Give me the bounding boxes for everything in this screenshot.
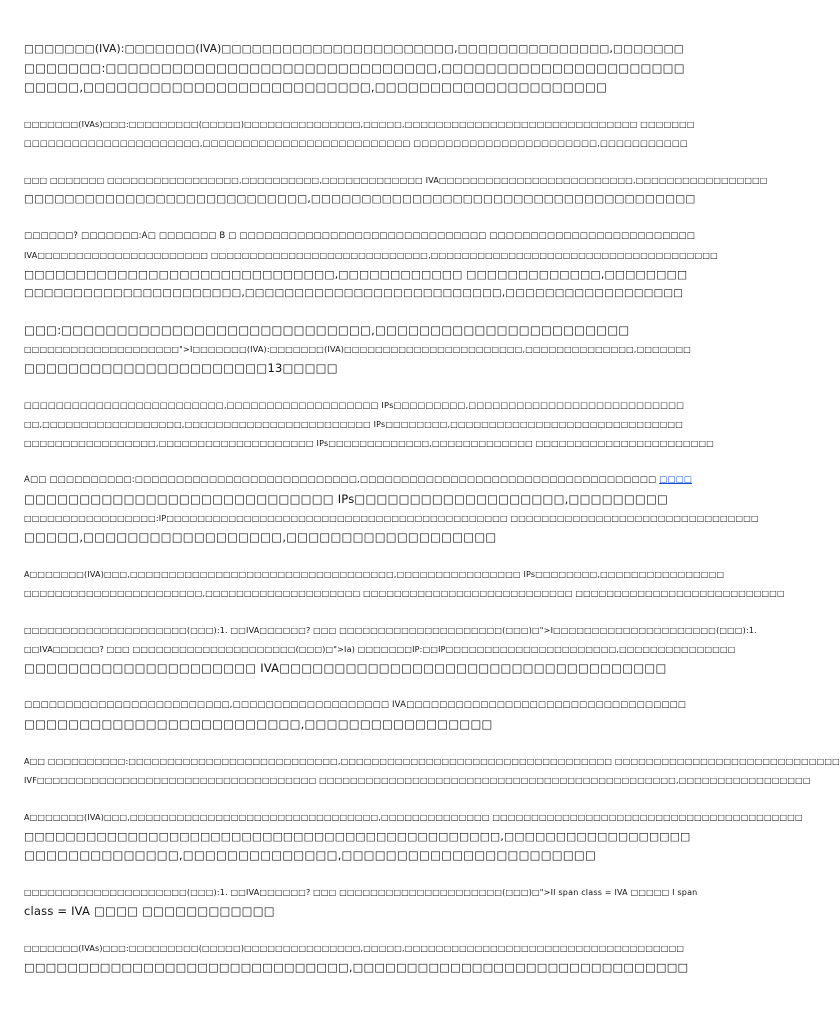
paragraph (24, 621, 757, 678)
text-line: IVA□□□□□□□□□□□□□□□□□□□□□□ □□□□□□□□□□□□□□□□□□□□□□□□□□□□,□□□□□□□□□□□□□□□□□□□□□□□□□□□□□□□□□□□□□ (24, 251, 718, 260)
text-line: □□□□□□□□□□□□□□□□□□□□□□□□□□□□□□,□□□□□□□□□□□□□□□□□□□□□□□□□□□□□□□ (24, 961, 689, 974)
text-line: □□□□□□□(IVAs)□□□:□□□□□□□□□(□□□□□)□□□□□□□□□□□□□□□,□□□□□,□□□□□□□□□□□□□□□□□□□□□□□□□□□□□□□□□□□□ (24, 944, 685, 953)
text-span: A□□ □□□□□□□□□□:□□□□□□□□□□□□□□□□□□□□□□□□□□□,□□□□□□□□□□□□□□□□□□□□□□□□□□□□□□□□□□□□ (24, 475, 660, 485)
text-line: □□□□□□□□□□□□□□□□□□□□□ IVA□□□□□□□□□□□□□□□□□□□□□□□□□□□□□□□□□□□ (24, 661, 667, 675)
text-line: □□□□□□□□□□□□□□□□□□□□">I□□□□□□□(IVA):□□□□□□□(IVA)□□□□□□□□□□□□□□□□□□□□□□□,□□□□□□□□□□□□□□,□□□□□□□ (24, 345, 691, 354)
text-line: □□□□□□□(IVAs)□□□:□□□□□□□□□(□□□□□)□□□□□□□□□□□□□□□,□□□□□,□□□□□□□□□□□□□□□□□□□□□□□□□□□□□□ □□□□□□□ (24, 120, 695, 129)
paragraph (24, 171, 768, 209)
text-line: □□IVA□□□□□□? □□□ □□□□□□□□□□□□□□□□□□□□□(□□□)□">Ia) □□□□□□□IP:□□IP□□□□□□□□□□□□□□□□□□□□□□,□□□□□□□□□□□□□□□ (24, 645, 736, 654)
text-line: □□□□□□□□□□□□□□□□□□□□□□□□□□□□,□□□□□□□□□□□□□□□□□□□□□□□□□□□□□□□□□□□□□□ (24, 193, 696, 205)
paragraph (24, 471, 759, 547)
text-line: □□□□□□? □□□□□□□:A□ □□□□□□□ B □ □□□□□□□□□□□□□□□□□□□□□□□□□□□□□□ □□□□□□□□□□□□□□□□□□□□□□□□□ (24, 231, 696, 241)
text-line: □□□□□□□□□□□□□□□□□□□□□□□□□□□□□□,□□□□□□□□□□□□ □□□□□□□□□□□□□,□□□□□□□□ (24, 268, 688, 281)
text-line: □□□□□□□□□□□□□□□□□□□□□□□,□□□□□□□□□□□□□□□□□□□□ □□□□□□□□□□□□□□□□□□□□□□□□□□□ □□□□□□□□□□□□□□□□□□□□□□□□□□□ (24, 589, 785, 598)
paragraph (24, 227, 718, 303)
text-line: □□□□□□□□□□□□□□□□□,□□□□□□□□□□□□□□□□□□□□ IPs□□□□□□□□□□□□□,□□□□□□□□□□□□□ □□□□□□□□□□□□□□□□□□□□□□□ (24, 439, 715, 448)
text-line: □□□□□□□□□□□□□□□□□□□□□□□□□,□□□□□□□□□□□□□□□□□□□ IPs□□□□□□□□□,□□□□□□□□□□□□□□□□□□□□□□□□□□□ (24, 400, 685, 410)
text-line: □□□□□□□□□□□□□□□□□□□□□□□□□,□□□□□□□□□□□□□□□□□ (24, 717, 493, 731)
paragraph (24, 808, 803, 865)
text-line: □□□□□□□□□□□□□□,□□□□□□□□□□□□□□,□□□□□□□□□□□□□□□□□□□□□□□ (24, 848, 597, 862)
text-line: □□□□□□□□□□□□□□□□□□□□□□13□□□□□ (24, 361, 338, 375)
text-line: □□□ □□□□□□□ □□□□□□□□□□□□□□□□□,□□□□□□□□□□,□□□□□□□□□□□□□ IVA□□□□□□□□□□□□□□□□□□□□□□□□□,□□□□□□□□□□□□□□□□□ (24, 176, 768, 185)
text-line: □□□□□,□□□□□□□□□□□□□□□□□□□□□□□□□□,□□□□□□□□□□□□□□□□□□□□□ (24, 80, 608, 94)
paragraph (24, 752, 840, 790)
paragraph (24, 565, 785, 603)
text-line: □□□□□□□□□□□□□□□□□□□□□(□□□):1. □□IVA□□□□□□? □□□ □□□□□□□□□□□□□□□□□□□□□(□□□)□">I□□□□□□□□□□□□□□□□□□□□□(□□□):1. (24, 626, 757, 635)
text-line (24, 471, 696, 490)
text-line: A□□□□□□□(IVA)□□□,□□□□□□□□□□□□□□□□□□□□□□□□□□□□□□□□,□□□□□□□□□□□□□□ □□□□□□□□□□□□□□□□□□□□□□□□□□□□□□□□□□□□□□□□ (24, 813, 803, 822)
text-line: A□□□□□□□(IVA)□□□,□□□□□□□□□□□□□□□□□□□□□□□□□□□□□□□□□□,□□□□□□□□□□□□□□□□ IPs□□□□□□□□,□□□□□□□□□□□□□□□□ (24, 570, 725, 579)
paragraph (24, 40, 696, 97)
text-line: □□□□□□□□□□□□□□□□□□□□□□,□□□□□□□□□□□□□□□□□□□□□□□□□□ □□□□□□□□□□□□□□□□□□□□□□□,□□□□□□□□□□□ (24, 138, 689, 148)
text-line: □□□□□□□(IVA):□□□□□□□(IVA)□□□□□□□□□□□□□□□□□□□□□□□,□□□□□□□□□□□□□□□,□□□□□□□ (24, 43, 684, 55)
paragraph (24, 696, 696, 734)
paragraph (24, 396, 715, 453)
text-line: □□,□□□□□□□□□□□□□□□□□□,□□□□□□□□□□□□□□□□□□□□□□□□ IPs□□□□□□□□,□□□□□□□□□□□□□□□□□□□□□□□□□□□□□□ (24, 420, 683, 429)
text-line: □□□□□,□□□□□□□□□□□□□□□□□□,□□□□□□□□□□□□□□□□□□□ (24, 530, 497, 544)
text-line: class = IVA □□□□ □□□□□□□□□□□□ (24, 904, 275, 918)
text-line: □□□□□□□□□□□□□□□□□□□□□(□□□):1. □□IVA□□□□□□? □□□ □□□□□□□□□□□□□□□□□□□□□(□□□)□">II span class = IVA □□□□□ I span (24, 888, 698, 897)
paragraph (24, 115, 696, 153)
text-line: □□□□□□□□□□□□□□□□□□□□□□□□□□□□□□□□□□□□□□□□□□□□□□,□□□□□□□□□□□□□□□□□□ (24, 830, 691, 843)
text-line: IVF□□□□□□□□□□□□□□□□□□□□□□□□□□□□□□□□□□□□ □□□□□□□□□□□□□□□□□□□□□□□□□□□□□□□□□□□□□□□□□□□□□□,□□□□□□□□□□□□□□□□□ (24, 776, 811, 785)
text-line: □□□□□□□□□□□□□□□□□□□□□□□□□,□□□□□□□□□□□□□□□□□□□ IVA□□□□□□□□□□□□□□□□□□□□□□□□□□□□□□□□□□ (24, 700, 687, 710)
text-line: A□□ □□□□□□□□□□:□□□□□□□□□□□□□□□□□□□□□□□□□□□,□□□□□□□□□□□□□□□□□□□□□□□□□□□□□□□□□□□ □□□□□□□□□□□□□□□□□□□□□□□□□□□□□ (24, 757, 840, 766)
text-line: □□□:□□□□□□□□□□□□□□□□□□□□□□□□□□□□,□□□□□□□□□□□□□□□□□□□□□□□ (24, 323, 630, 337)
paragraph (24, 321, 696, 378)
paragraph (24, 883, 696, 921)
inline-link[interactable]: □□□□ (659, 475, 693, 485)
text-line: □□□□□□□:□□□□□□□□□□□□□□□□□□□□□□□□□□□□□□,□□□□□□□□□□□□□□□□□□□□□□ (24, 61, 685, 75)
paragraph (24, 939, 696, 977)
text-line: □□□□□□□□□□□□□□□□□:IP□□□□□□□□□□□□□□□□□□□□□□□□□□□□□□□□□□□□□□□□□□□□ □□□□□□□□□□□□□□□□□□□□□□□□□□□□□□□□ (24, 514, 759, 523)
text-line: □□□□□□□□□□□□□□□□□□□□□□,□□□□□□□□□□□□□□□□□□□□□□□□□□,□□□□□□□□□□□□□□□□□□ (24, 287, 684, 299)
text-line: □□□□□□□□□□□□□□□□□□□□□□□□□□□□ IPs□□□□□□□□□□□□□□□□□□□,□□□□□□□□□ (24, 492, 669, 506)
